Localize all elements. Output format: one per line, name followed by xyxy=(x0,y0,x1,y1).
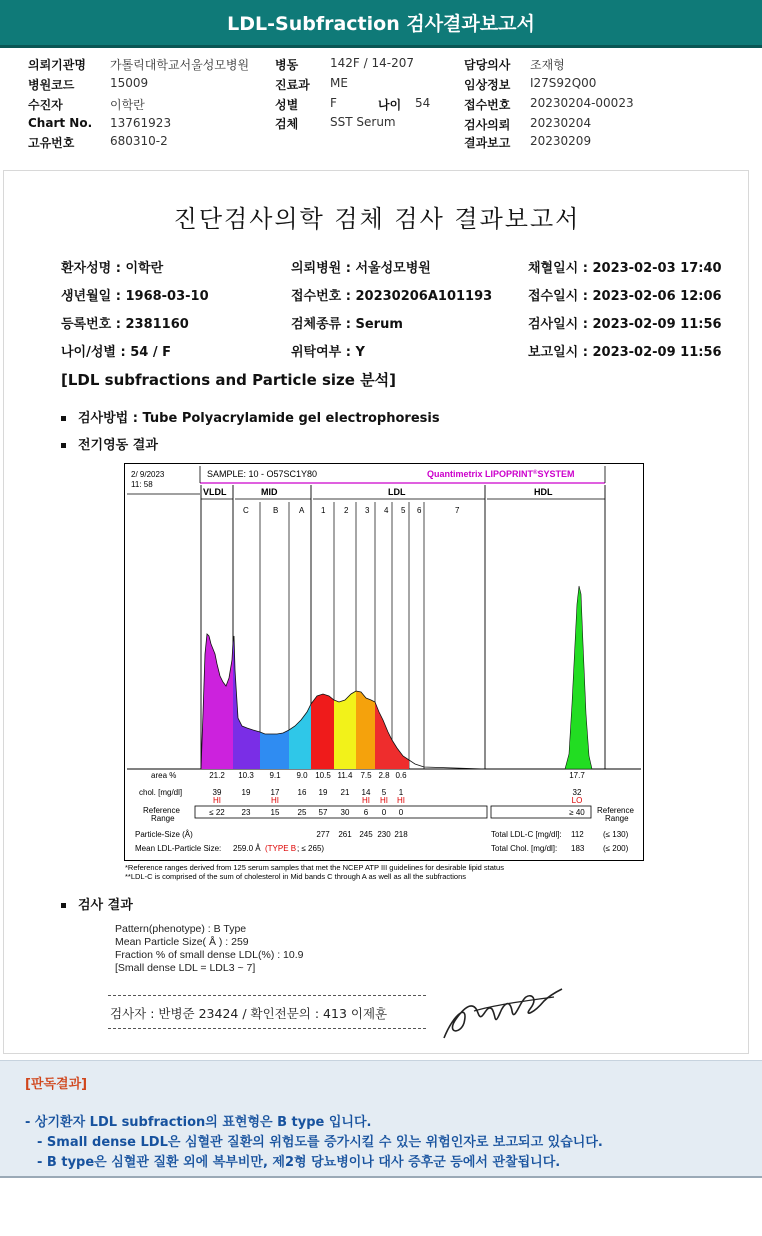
total-chol-ref: (≤ 200) xyxy=(603,844,629,853)
area-pct-cell: 9.0 xyxy=(296,771,308,780)
reference-cell: ≥ 40 xyxy=(569,808,585,817)
signature-divider xyxy=(108,1028,426,1029)
area-pct-cell: 2.8 xyxy=(378,771,390,780)
chol-cell: 32 xyxy=(572,788,582,797)
total-ldl-ref: (≤ 130) xyxy=(603,830,629,839)
header-label: 담당의사 xyxy=(464,58,511,72)
peak-ldl3 xyxy=(356,691,375,769)
header-label: 접수번호 xyxy=(464,98,511,112)
header-label: 나이 xyxy=(378,98,402,112)
row-label-reference: Reference xyxy=(143,806,180,815)
region-ldl: LDL xyxy=(388,487,406,497)
report-title: 진단검사의학 검체 검사 결과보고서 xyxy=(173,205,581,233)
chart-sample: SAMPLE: 10 - O57SC1Y80 xyxy=(207,469,318,479)
band-label: 4 xyxy=(384,506,389,515)
collection-datetime: 채혈일시 : 2023-02-03 17:40 xyxy=(528,261,722,276)
chol-cell: 5 xyxy=(381,788,387,797)
reference-cell: 57 xyxy=(318,808,328,817)
outsourced: 위탁여부 : Y xyxy=(291,345,365,360)
electro-heading: 전기영동 결과 xyxy=(78,438,158,453)
chol-cell: 21 xyxy=(340,788,350,797)
particle-size-cell: 245 xyxy=(359,830,373,839)
total-ldl-value: 112 xyxy=(571,830,584,839)
particle-size-cell: 277 xyxy=(316,830,330,839)
header-value: 20230204 xyxy=(530,116,592,130)
reference-cell: 0 xyxy=(398,808,404,817)
chart-date: 2/ 9/2023 xyxy=(131,470,165,479)
chart-svg xyxy=(125,464,643,860)
region-hdl: HDL xyxy=(534,487,553,497)
result-heading: 검사 결과 xyxy=(78,898,133,913)
band-label: 3 xyxy=(365,506,370,515)
header-value: 조재형 xyxy=(530,58,565,72)
referring-hospital: 의뢰병원 : 서울성모병원 xyxy=(291,261,431,276)
interpretation-line: - 상기환자 LDL subfraction의 표현형은 B type 입니다. xyxy=(25,1115,372,1130)
total-chol-value: 183 xyxy=(571,844,585,853)
band-label: 1 xyxy=(321,506,326,515)
area-pct-cell: 7.5 xyxy=(360,771,372,780)
bullet-icon xyxy=(61,443,66,448)
interpretation-title: [판독결과] xyxy=(25,1077,88,1092)
patient-name: 환자성명 : 이학란 xyxy=(61,261,164,276)
peak-hdl xyxy=(565,586,592,769)
birth-date: 생년월일 : 1968-03-10 xyxy=(61,289,209,304)
signature-image xyxy=(434,983,574,1043)
band-label: A xyxy=(299,506,305,515)
row-label-particle: Particle-Size (Å) xyxy=(135,830,193,839)
chol-cell: 39 xyxy=(212,788,222,797)
particle-size-cell: 230 xyxy=(377,830,391,839)
area-pct-cell: 10.5 xyxy=(315,771,331,780)
chart-system: Quantimetrix LIPOPRINT®SYSTEM xyxy=(427,469,575,479)
header-label: 진료과 xyxy=(275,78,310,92)
reference-cell: ≤ 22 xyxy=(209,808,225,817)
area-pct-cell: 10.3 xyxy=(238,771,254,780)
chol-cell: 19 xyxy=(318,788,328,797)
band-label: C xyxy=(243,506,249,515)
interpretation-panel xyxy=(0,1060,762,1178)
bullet-icon xyxy=(61,416,66,421)
report-banner xyxy=(0,0,762,48)
header-value: 20230209 xyxy=(530,134,592,148)
result-line: Pattern(phenotype) : B Type xyxy=(115,923,247,935)
electro-bullet xyxy=(61,434,158,453)
result-bullet xyxy=(61,894,133,913)
flag-cell: HI xyxy=(362,796,370,805)
peak-vldl xyxy=(201,634,233,769)
header-value: 54 xyxy=(415,96,431,110)
area-pct-cell: 9.1 xyxy=(269,771,281,780)
chol-cell: 1 xyxy=(398,788,404,797)
band-label: 7 xyxy=(455,506,460,515)
header-label: 검사의뢰 xyxy=(464,118,511,132)
banner-title: LDL-Subfraction 검사결과보고서 xyxy=(227,13,535,35)
header-label: 임상정보 xyxy=(464,78,511,92)
reference-side-label: Reference xyxy=(597,806,634,815)
header-label: Chart No. xyxy=(28,116,93,130)
result-line: Fraction % of small dense LDL(%) : 10.9 xyxy=(115,949,304,961)
header-label: 고유번호 xyxy=(28,136,75,150)
header-info xyxy=(0,54,762,154)
reference-cell: 30 xyxy=(340,808,350,817)
interpretation-line: - B type은 심혈관 질환 외에 복부비만, 제2형 당뇨병이나 대사 증후군 등에서 관찰됩니다. xyxy=(37,1155,561,1170)
header-label: 병원코드 xyxy=(28,78,75,92)
mean-type: (TYPE B xyxy=(265,844,297,853)
chol-cell: 19 xyxy=(241,788,251,797)
row-label-chol: chol. [mg/dl] xyxy=(139,788,183,797)
signer-line: 검사자 : 반병준 23424 / 확인전문의 : 413 이제훈 xyxy=(110,1006,388,1021)
area-pct-cell: 11.4 xyxy=(337,771,353,780)
header-label: 성별 xyxy=(275,98,299,112)
method-bullet xyxy=(61,407,440,426)
band-label: B xyxy=(273,506,279,515)
reference-cell: 6 xyxy=(363,808,369,817)
header-value: I27S92Q00 xyxy=(530,76,597,90)
particle-size-cell: 218 xyxy=(394,830,408,839)
band-label: 2 xyxy=(344,506,349,515)
signature-divider xyxy=(108,995,426,996)
header-value: 142F / 14-207 xyxy=(330,56,414,70)
header-value: 13761923 xyxy=(110,116,172,130)
flag-cell: HI xyxy=(380,796,388,805)
particle-size-cell: 261 xyxy=(338,830,352,839)
method-text: 검사방법 : Tube Polyacrylamide gel electrophoresis xyxy=(78,411,440,426)
header-label: 병동 xyxy=(275,58,299,72)
peak-ldl2 xyxy=(334,691,356,769)
band-label: 5 xyxy=(401,506,406,515)
header-label: 의뢰기관명 xyxy=(28,58,86,72)
report-datetime: 보고일시 : 2023-02-09 11:56 xyxy=(528,345,722,360)
flag-cell: HI xyxy=(213,796,221,805)
band-label: 6 xyxy=(417,506,422,515)
header-value: 이학란 xyxy=(110,98,145,112)
header-value: 680310-2 xyxy=(110,134,168,148)
flag-cell: HI xyxy=(397,796,405,805)
area-pct-cell: 17.7 xyxy=(569,771,585,780)
peak-ldl1 xyxy=(311,694,334,769)
chol-cell: 14 xyxy=(361,788,371,797)
header-value: 가톨릭대학교서울성모병원 xyxy=(110,58,250,72)
band-divider-lines xyxy=(201,485,605,769)
interpretation-line: - Small dense LDL은 심혈관 질환의 위험도를 증가시킬 수 있는 위험인자로 보고되고 있습니다. xyxy=(37,1135,603,1150)
header-value: 15009 xyxy=(110,76,149,90)
test-datetime: 검사일시 : 2023-02-09 11:56 xyxy=(528,317,722,332)
report-document xyxy=(3,170,749,1054)
row-label-reference: Range xyxy=(151,814,175,823)
header-label: 결과보고 xyxy=(464,136,511,150)
area-pct-cell: 21.2 xyxy=(209,771,225,780)
registration-number: 등록번호 : 2381160 xyxy=(61,317,189,332)
result-list xyxy=(115,923,304,975)
row-label-mean: Mean LDL-Particle Size: xyxy=(135,844,222,853)
reference-cell: 25 xyxy=(297,808,307,817)
electrophoresis-chart xyxy=(124,463,644,861)
peak-b xyxy=(260,730,289,769)
fraction-table xyxy=(209,771,585,839)
mean-ldl-size: 259.0 Å xyxy=(233,844,261,853)
chol-cell: 17 xyxy=(270,788,280,797)
peak-a xyxy=(289,704,311,769)
age-sex: 나이/성별 : 54 / F xyxy=(61,345,172,360)
total-ldl-label: Total LDL-C [mg/dl]: xyxy=(491,830,562,839)
header-label: 검체 xyxy=(275,117,299,131)
section-title: [LDL subfractions and Particle size 분석] xyxy=(61,371,397,389)
header-label: 수진자 xyxy=(28,98,63,112)
flag-cell: HI xyxy=(271,796,279,805)
reference-cell: 0 xyxy=(381,808,387,817)
chart-time: 11: 58 xyxy=(131,480,153,489)
result-line: [Small dense LDL = LDL3 ~ 7] xyxy=(115,962,256,974)
specimen-type: 검체종류 : Serum xyxy=(291,317,403,332)
region-vldl: VLDL xyxy=(203,487,227,497)
result-line: Mean Particle Size( Å ) : 259 xyxy=(115,936,249,948)
area-pct-cell: 0.6 xyxy=(395,771,407,780)
bullet-icon xyxy=(61,903,66,908)
accession-number: 접수번호 : 20230206A101193 xyxy=(291,289,493,304)
flag-cell: LO xyxy=(571,796,583,805)
row-label-area: area % xyxy=(151,771,177,780)
chart-notes xyxy=(125,863,504,881)
region-mid: MID xyxy=(261,487,278,497)
reference-cell: 23 xyxy=(241,808,251,817)
header-value: 20230204-00023 xyxy=(530,96,634,110)
note-line: *Reference ranges derived from 125 serum samples that met the NCEP ATP III guidelines for desirable lipid status xyxy=(125,863,504,872)
receipt-datetime: 접수일시 : 2023-02-06 12:06 xyxy=(528,289,722,304)
header-value: F xyxy=(330,96,337,110)
chol-cell: 16 xyxy=(297,788,307,797)
note-line: **LDL-C is comprised of the sum of cholesterol in Mid bands C through A as well as all the subfractions xyxy=(125,872,467,881)
total-chol-label: Total Chol. [mg/dl]: xyxy=(491,844,558,853)
header-value: SST Serum xyxy=(330,115,396,129)
header-value: ME xyxy=(330,76,348,90)
reference-side-label: Range xyxy=(605,814,629,823)
reference-cell: 15 xyxy=(270,808,280,817)
mean-ref: ; ≤ 265) xyxy=(297,844,325,853)
